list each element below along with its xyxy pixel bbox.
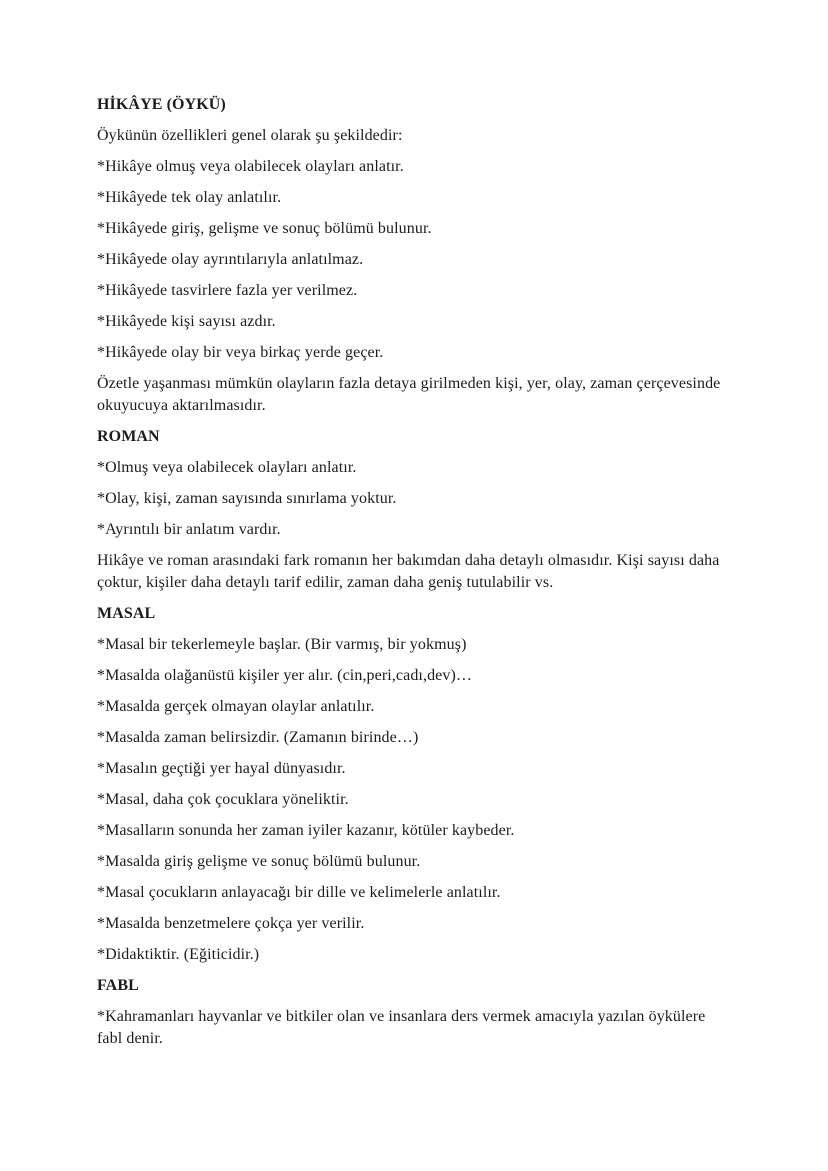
document-section xyxy=(97,426,731,594)
paragraph: Özetle yaşanması mümkün olayların fazla detaya girilmeden kişi, yer, olay, zaman çerçevesinde okuyucuya aktarılmasıdır. xyxy=(97,375,721,414)
paragraph: *Masal bir tekerlemeyle başlar. (Bir varmış, bir yokmuş) xyxy=(97,636,467,653)
paragraph: *Masalda gerçek olmayan olaylar anlatılır. xyxy=(97,698,375,715)
paragraph: *Didaktiktir. (Eğiticidir.) xyxy=(97,946,260,963)
document-section xyxy=(97,603,731,966)
paragraph: *Olay, kişi, zaman sayısında sınırlama yoktur. xyxy=(97,490,397,507)
paragraph: Hikâye ve roman arasındaki fark romanın her bakımdan daha detaylı olmasıdır. Kişi sayısı daha çoktur, kişiler daha detaylı tarif edilir, zaman daha geniş tutulabilir vs. xyxy=(97,552,720,591)
paragraph: *Masal çocukların anlayacağı bir dille ve kelimelerle anlatılır. xyxy=(97,884,501,901)
paragraph: *Hikâyede olay ayrıntılarıyla anlatılmaz. xyxy=(97,251,364,268)
paragraph: *Hikâyede kişi sayısı azdır. xyxy=(97,313,276,330)
section-heading: HİKÂYE (ÖYKÜ) xyxy=(97,96,226,113)
paragraph: *Olmuş veya olabilecek olayları anlatır. xyxy=(97,459,357,476)
document-section xyxy=(97,975,731,1050)
paragraph: *Ayrıntılı bir anlatım vardır. xyxy=(97,521,281,538)
section-heading: MASAL xyxy=(97,605,156,622)
paragraph: *Hikâyede tasvirlere fazla yer verilmez. xyxy=(97,282,358,299)
paragraph: *Hikâyede olay bir veya birkaç yerde geçer. xyxy=(97,344,384,361)
paragraph: *Masalların sonunda her zaman iyiler kazanır, kötüler kaybeder. xyxy=(97,822,515,839)
paragraph: *Kahramanları hayvanlar ve bitkiler olan ve insanlara ders vermek amacıyla yazılan öykülere fabl denir. xyxy=(97,1008,706,1047)
paragraph: *Masalda giriş gelişme ve sonuç bölümü bulunur. xyxy=(97,853,421,870)
paragraph: *Masalda zaman belirsizdir. (Zamanın birinde…) xyxy=(97,729,419,746)
paragraph: *Masal, daha çok çocuklara yöneliktir. xyxy=(97,791,349,808)
paragraph: Öykünün özellikleri genel olarak şu şekildedir: xyxy=(97,127,403,144)
paragraph: *Masalın geçtiği yer hayal dünyasıdır. xyxy=(97,760,346,777)
paragraph: *Hikâyede giriş, gelişme ve sonuç bölümü bulunur. xyxy=(97,220,432,237)
section-heading: FABL xyxy=(97,977,139,994)
paragraph: *Hikâyede tek olay anlatılır. xyxy=(97,189,282,206)
document-section xyxy=(97,94,731,417)
paragraph: *Masalda benzetmelere çokça yer verilir. xyxy=(97,915,365,932)
section-heading: ROMAN xyxy=(97,428,160,445)
paragraph: *Masalda olağanüstü kişiler yer alır. (cin,peri,cadı,dev)… xyxy=(97,667,473,684)
paragraph: *Hikâye olmuş veya olabilecek olayları anlatır. xyxy=(97,158,404,175)
document-content xyxy=(97,94,731,1050)
